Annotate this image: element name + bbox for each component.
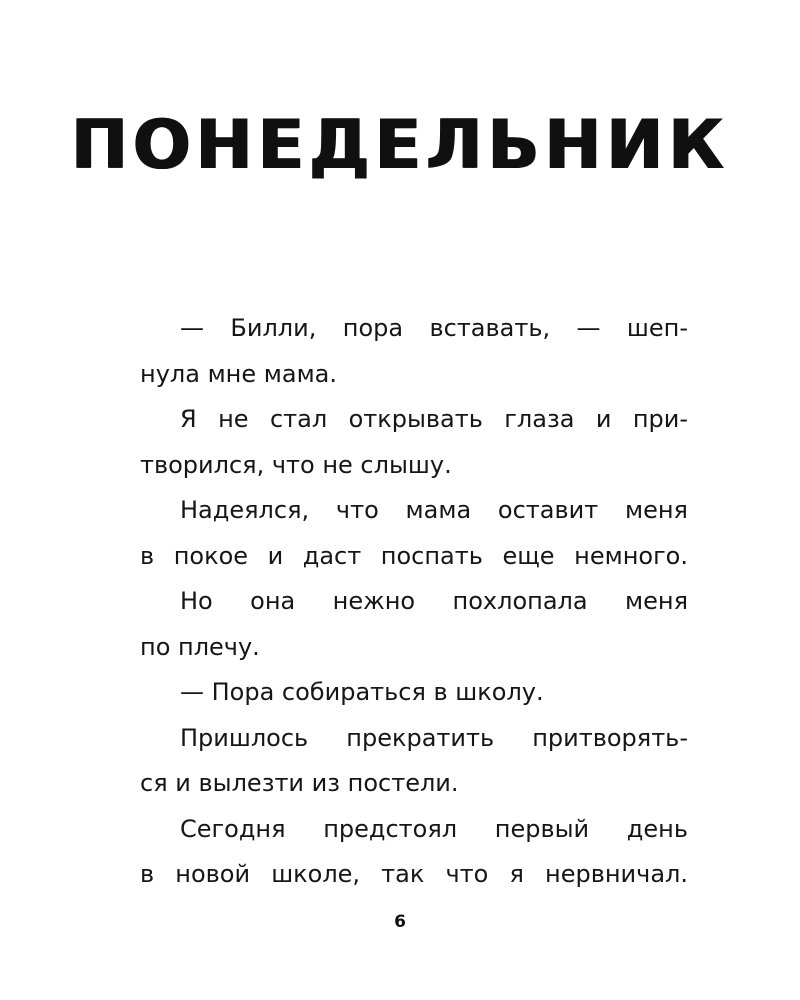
text-line: в новой школе, так что я нервничал. [140, 860, 688, 888]
text-line: — Пора собираться в школу. [180, 678, 544, 706]
text-line: — Билли, пора вставать, — шеп- [180, 314, 688, 342]
text-line: в покое и даст поспать еще немного. [140, 541, 688, 570]
body-text [140, 306, 688, 898]
chapter-title: ПОНЕДЕЛЬНИК [71, 106, 729, 185]
text-line: Надеялся, что мама оставит меня [180, 496, 688, 524]
text-line: Сегодня предстоял первый день [180, 814, 688, 843]
text-line: Я не стал открывать глаза и при- [180, 405, 688, 433]
text-line: ся и вылезти из постели. [140, 769, 459, 797]
text-line: Но она нежно похлопала меня [180, 587, 688, 615]
page-number: 6 [394, 912, 406, 932]
text-line: по плечу. [140, 632, 260, 661]
text-line: нула мне мама. [140, 359, 338, 388]
text-line: Пришлось прекратить притворять- [180, 723, 688, 752]
text-line: творился, что не слышу. [140, 450, 452, 479]
